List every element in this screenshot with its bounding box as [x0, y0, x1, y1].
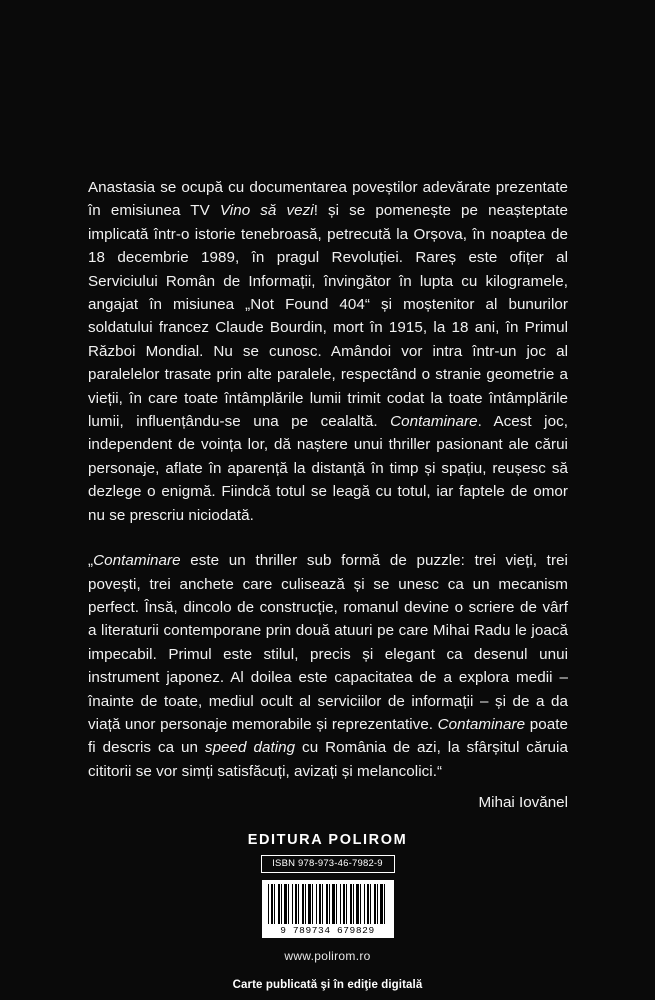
barcode-digits: 9 789734 679829: [280, 925, 375, 936]
isbn-text: ISBN 978-973-46-7982-9: [261, 855, 395, 873]
digital-edition-note: Carte publicată şi în ediţie digitală: [232, 979, 423, 991]
review-author: Mihai Iovănel: [478, 794, 568, 812]
blurb-container: [88, 176, 568, 815]
barcode-bars: [268, 884, 388, 924]
cover-footer: [0, 832, 655, 991]
barcode: [262, 880, 394, 938]
publisher-website: www.polirom.ro: [284, 949, 371, 963]
review-paragraph: „Contaminare este un thriller sub formă de puzzle: trei vieți, trei povești, trei anchete care culisează și se unesc ca un mecanism perfect. Însă, dincolo de construcție, romanul devine o scriere de vârf a literaturii contemporane prin două atuuri pe care Mihai Radu le joacă impecabil. Primul este stilul, precis și elegant ca desenul unui instrument japonez. Al doilea este capacitatea de a explora medii – înainte de toate, mediul ocult al serviciilor de informații – și de a da viață unor personaje memorabile și reprezentative. Contaminare poate fi descris ca un speed dating cu România de azi, la sfârșitul căruia cititorii se vor simți satisfăcuți, avizați și melancolici.“: [88, 552, 568, 780]
publisher-name: EDITURA POLIROM: [247, 832, 408, 848]
description-paragraph: Anastasia se ocupă cu documentarea poveștilor adevărate prezentate în emisiunea TV Vino să vezi! și se pomenește pe neașteptate implicată într-o istorie tenebroasă, petrecută la Orșova, în noaptea de 18 decembrie 1989, în pragul Revoluției. Rareș este ofițer al Serviciului Român de Informații, învingător în lupta cu kilogramele, angajat în misiunea „Not Found 404“ și moștenitor al bunurilor soldatului francez Claude Bourdin, mort în 1915, la 18 ani, în Primul Război Mondial. Nu se cunosc. Amândoi vor intra într-un joc al paralelelor trasate prin alte paralele, respectând o stranie geometrie a vieții, în care toate întâmplările lumii trimit codat la toate întâmplările lumii, influențându-se una pe cealaltă. Contaminare. Acest joc, independent de voința lor, dă naștere unui thriller pasionant ale cărui personaje, aflate în aparență la distanță în timp și spațiu, reușesc să dezlege o enigmă. Fiindcă totul se leagă cu totul, iar faptele de omor nu se prescriu niciodată.: [88, 179, 569, 524]
